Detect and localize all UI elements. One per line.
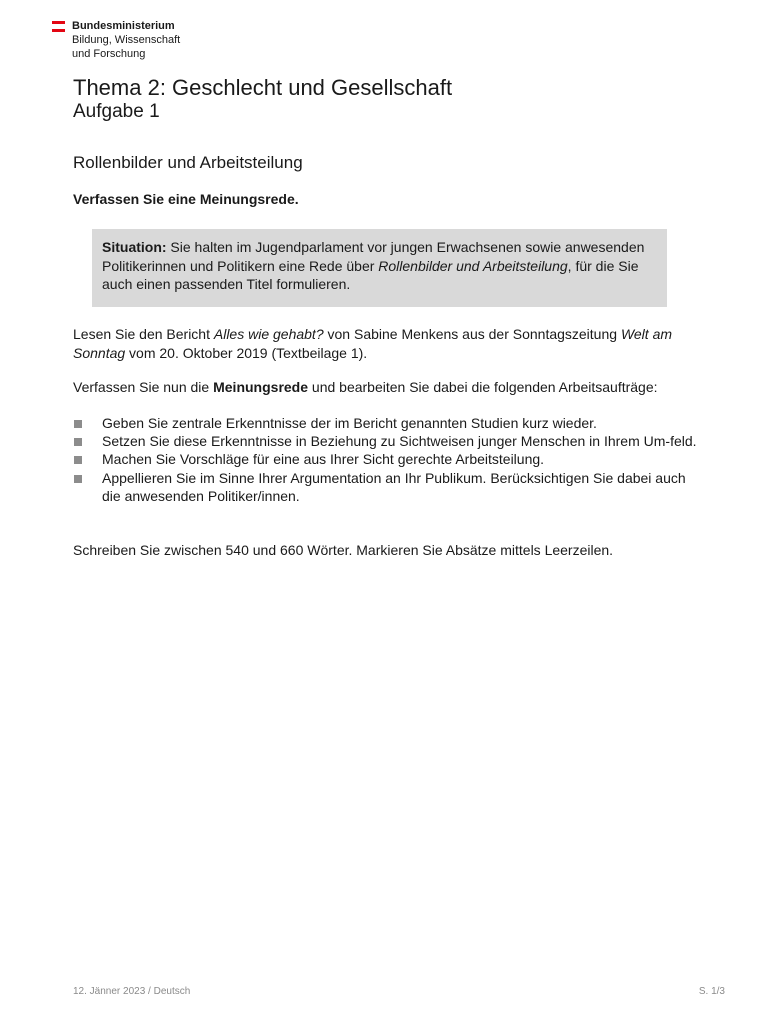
list-item-text: Setzen Sie diese Erkenntnisse in Beziehung zu Sichtweisen junger Menschen in Ihrem Um-feld. (102, 433, 697, 450)
bullet-square-icon (74, 438, 82, 446)
task-intro (73, 378, 698, 397)
task-intro-text-2: und bearbeiten Sie dabei die folgenden Arbeitsaufträge: (308, 379, 658, 395)
situation-label: Situation: (102, 239, 167, 255)
task-instruction: Verfassen Sie eine Meinungsrede. (73, 191, 299, 207)
bullet-square-icon (74, 475, 82, 483)
list-item (73, 450, 698, 468)
situation-text-2: , für die Sie auch einen passenden Titel formulieren. (102, 257, 639, 292)
bullet-square-icon (74, 456, 82, 464)
article-title: Alles wie gehabt? (213, 326, 324, 342)
list-item-text: Appellieren Sie im Sinne Ihrer Argumentation an Ihr Publikum. Berücksichtigen Sie dabei auch die anwesenden Politiker/innen. (102, 469, 686, 504)
page-title: Thema 2: Geschlecht und Gesellschaft (73, 75, 453, 100)
logo-line-3: und Forschung (72, 48, 146, 60)
reading-text-3: vom 20. Oktober 2019 (Textbeilage 1). (125, 344, 368, 361)
list-item-text: Machen Sie Vorschläge für eine aus Ihrer Sicht gerechte Arbeitsteilung. (102, 451, 545, 468)
reading-text-2: von Sabine Menkens aus der Sonntagszeitung (323, 326, 621, 342)
logo-line-2: Bildung, Wissenschaft (72, 34, 181, 46)
section-title: Rollenbilder und Arbeitsteilung (73, 153, 303, 172)
austrian-flag-icon (52, 21, 65, 31)
newspaper-name: Welt am Sonntag (73, 326, 673, 361)
word-count-note: Schreiben Sie zwischen 540 und 660 Wörter. Markieren Sie Absätze mittels Leerzeilen. (73, 542, 614, 558)
logo-line-1: Bundesministerium (72, 20, 175, 32)
footer-date: 12. Jänner 2023 / Deutsch (73, 986, 191, 997)
text-type: Meinungsrede (213, 379, 309, 395)
ministry-name (72, 19, 180, 61)
situation-topic: Rollenbilder und Arbeitsteilung (378, 257, 568, 274)
page-subtitle: Aufgabe 1 (73, 101, 160, 122)
task-intro-text-1: Verfassen Sie nun die (73, 379, 214, 395)
bullet-square-icon (74, 420, 82, 428)
list-item-text: Geben Sie zentrale Erkenntnisse der im Bericht genannten Studien kurz wieder. (102, 415, 597, 431)
page-number: S. 1/3 (698, 986, 725, 997)
list-item (73, 469, 698, 505)
situation-text-1: Sie halten im Jugendparlament vor jungen Erwachsenen sowie anwesenden Politikerinnen und Politikern eine Rede über (102, 239, 645, 274)
reading-text-1: Lesen Sie den Bericht (73, 326, 214, 342)
task-list (73, 414, 698, 505)
list-item (73, 414, 698, 432)
list-item (73, 432, 698, 450)
situation-box (92, 229, 667, 307)
reading-instruction (73, 325, 698, 362)
